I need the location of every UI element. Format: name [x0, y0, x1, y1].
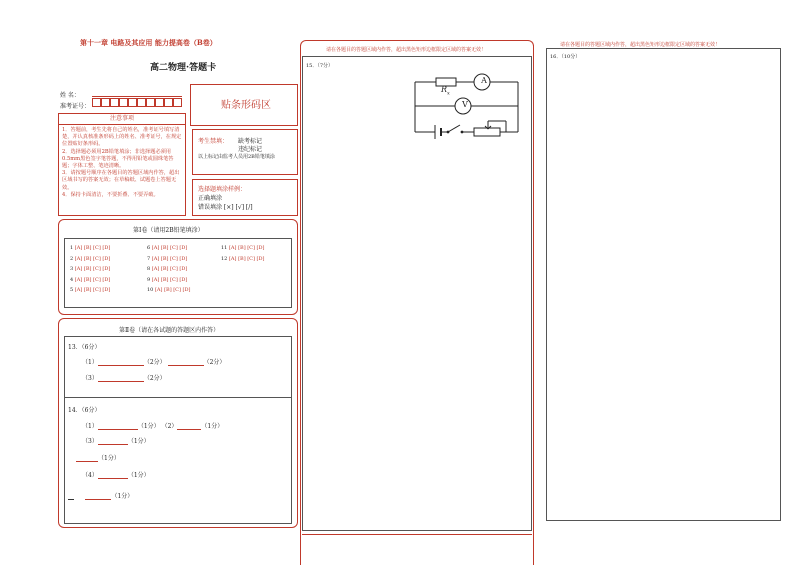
q14-sub2-label: （2）	[161, 423, 178, 430]
exam-id-cell[interactable]	[164, 98, 173, 107]
choice-row[interactable]	[147, 243, 190, 254]
notes-item: 3．请按题号顺序在各题目的答题区域内作答，超出区域书写的答案无效；在草稿纸、试题卷上答题无效。	[62, 170, 180, 191]
exam-marks-label: 考生禁填：	[198, 138, 229, 145]
notes-box	[58, 113, 186, 216]
q14-points-6: （1分）	[111, 493, 134, 500]
choice-col-2	[147, 243, 190, 296]
switch-blade	[448, 125, 460, 132]
question-number: 4	[70, 276, 74, 283]
exam-id-cell[interactable]	[119, 98, 128, 107]
question-number: 9	[147, 276, 151, 283]
choice-options[interactable]: [A] [B] [C] [D]	[151, 276, 188, 283]
q14-label: 14．（6分）	[68, 407, 101, 414]
q14-blank-4[interactable]	[76, 454, 98, 462]
resistor-rx-letter: R	[441, 85, 448, 94]
q15-bottom-rule	[302, 534, 532, 535]
choice-options[interactable]: [A] [B] [C] [D]	[74, 255, 111, 262]
q14-line5	[68, 491, 133, 500]
exam-id-cell[interactable]	[110, 98, 119, 107]
choice-row[interactable]	[147, 254, 190, 265]
choice-options[interactable]: [A] [B] [C] [D]	[228, 245, 265, 251]
exam-id-cell[interactable]	[155, 98, 164, 107]
q13-points-2: （2分）	[203, 359, 226, 366]
q14-sub4-label: （4）	[82, 472, 98, 479]
rheostat-symbol	[474, 128, 500, 136]
choice-options[interactable]: [A] [B] [C] [D]	[74, 287, 111, 293]
fill-sample-box	[192, 179, 298, 216]
q14-sub3-label: （3）	[82, 438, 98, 445]
choice-row[interactable]	[70, 254, 110, 265]
choice-options[interactable]: [A] [B] [C] [D]	[74, 266, 111, 272]
exam-marks-note: 以上标记由监考人员用2B铅笔填涂	[198, 154, 275, 160]
part1-answer-grid	[64, 238, 292, 308]
q13-label: 13．（6分）	[68, 344, 101, 351]
choice-options[interactable]: [A] [B] [C] [D]	[74, 276, 111, 283]
q14-points-4: （1分）	[98, 455, 120, 462]
choice-col-1	[70, 243, 110, 296]
exam-id-cell[interactable]	[146, 98, 155, 107]
part2-section	[58, 318, 298, 528]
question-number: 11	[221, 245, 228, 251]
question-number: 7	[147, 255, 151, 262]
q14-blank-6[interactable]	[85, 492, 111, 500]
notes-item: 1．答题前，考生先将自己的姓名，准考证号填写清楚，并认真核准条形码上的姓名、准考证号，在规定位置贴好条形码。	[62, 127, 182, 148]
q14-points-3: （1分）	[127, 438, 150, 445]
q14-blank-2[interactable]	[177, 422, 201, 430]
choice-row[interactable]	[221, 243, 264, 254]
voltmeter-label: V	[462, 100, 468, 109]
resistor-rx-label	[441, 85, 450, 97]
q14-blank-6a[interactable]	[68, 492, 74, 500]
fill-sample-title: 选择题填涂样例：	[198, 186, 247, 193]
notes-heading: 注意事项	[59, 114, 185, 125]
q15-label: 15．（7分）	[306, 63, 334, 69]
question-number: 3	[70, 266, 74, 272]
violation-mark-label: 违纪标记	[238, 146, 263, 153]
q14-points-1: （1分）	[137, 423, 160, 430]
absent-mark-label: 缺考标记	[238, 138, 263, 145]
name-field[interactable]	[92, 96, 182, 97]
exam-title: 第十一章 电路及其应用 能力提高卷（B卷）	[80, 38, 217, 47]
q13-blank-3[interactable]	[98, 374, 144, 382]
q14-line3	[76, 453, 120, 462]
q13-line2	[82, 373, 166, 382]
q16-answer-area[interactable]	[546, 48, 781, 521]
barcode-area	[190, 84, 298, 126]
choice-col-3	[221, 243, 264, 264]
choice-options[interactable]: [A] [B] [C] [D]	[151, 266, 188, 272]
q14-blank-3[interactable]	[98, 437, 128, 445]
notes-list	[62, 127, 182, 199]
exam-id-cell[interactable]	[92, 98, 101, 107]
part2-answer-area	[64, 336, 292, 524]
q13-blank-2[interactable]	[168, 358, 204, 366]
question-number: 8	[147, 266, 151, 272]
part1-title: 第Ⅰ卷（请用2B铅笔填涂）	[133, 227, 204, 234]
question-number: 1	[70, 245, 74, 251]
q14-sub1-label: （1）	[82, 423, 98, 430]
name-label: 姓 名：	[60, 92, 80, 99]
choice-row[interactable]	[147, 264, 190, 275]
exam-id-cell[interactable]	[101, 98, 110, 107]
choice-row[interactable]	[147, 275, 190, 286]
q14-line2	[82, 436, 150, 445]
question-number: 6	[147, 245, 151, 251]
exam-id-label: 准考证号：	[60, 103, 91, 110]
exam-id-cell[interactable]	[128, 98, 137, 107]
q16-warning: 请在各题目的答题区域内作答，超出黑色矩形边框限定区域的答案无效！	[560, 42, 721, 48]
part1-section	[58, 219, 298, 315]
exam-id-cell[interactable]	[173, 98, 182, 107]
q15-warning: 请在各题目的答题区域内作答，超出黑色矩形边框限定区域的答案无效！	[326, 47, 487, 53]
choice-row[interactable]	[70, 275, 110, 286]
question-number: 2	[70, 255, 74, 262]
choice-options[interactable]: [A] [B] [C] [D]	[154, 287, 191, 293]
exam-id-grid[interactable]	[92, 98, 186, 107]
resistor-rx-subscript: x	[447, 90, 450, 97]
answer-sheet-title	[150, 60, 216, 73]
q13-line1	[82, 357, 225, 366]
q14-line1	[82, 421, 223, 430]
choice-row[interactable]	[70, 264, 110, 275]
q14-blank-1[interactable]	[98, 422, 138, 430]
q13-sub3-label: （3）	[82, 375, 98, 382]
choice-options[interactable]: [A] [B] [C] [D]	[151, 245, 188, 251]
choice-row[interactable]	[70, 285, 110, 296]
q13-points-3: （2分）	[143, 375, 166, 382]
question-number: 12	[221, 255, 228, 262]
fill-wrong-label: 错误填涂 [×] [√] [/]	[198, 204, 253, 211]
q14-line4	[82, 470, 150, 479]
notes-item: 4．保持卡面清洁，不要折叠、不要弄破。	[62, 191, 159, 198]
q14-blank-5[interactable]	[98, 471, 128, 479]
exam-marks-box	[192, 129, 298, 175]
q13-points-1: （2分）	[143, 359, 166, 366]
notes-item: 2．选择题必须用2B铅笔填涂；非选择题必须用0.5mm黑色签字笔答题，不得用铅笔或圆珠笔答题；字体工整、笔迹清晰。	[62, 148, 174, 170]
q13-sub1-label: （1）	[82, 359, 98, 366]
ammeter-label: A	[481, 76, 487, 85]
part2-title: 第Ⅱ卷（请在各试题的答题区内作答）	[119, 327, 220, 334]
q16-label: 16．（10分）	[550, 54, 581, 60]
choice-row[interactable]	[147, 285, 190, 296]
choice-options[interactable]: [A] [B] [C] [D]	[151, 255, 188, 262]
barcode-label: 贴条形码区	[221, 100, 271, 111]
question-number: 10	[147, 287, 154, 293]
fill-correct-label: 正确填涂	[198, 195, 223, 202]
q13-divider	[65, 397, 291, 398]
exam-id-cell[interactable]	[137, 98, 146, 107]
choice-options[interactable]: [A] [B] [C] [D]	[74, 245, 111, 251]
question-number: 5	[70, 287, 74, 293]
q14-points-5: （1分）	[127, 472, 150, 479]
choice-row[interactable]	[221, 254, 264, 265]
switch-contact	[461, 131, 464, 134]
choice-row[interactable]	[70, 243, 110, 254]
answer-sheet-title-text: 高二物理·答题卡	[150, 63, 217, 73]
q13-blank-1[interactable]	[98, 358, 144, 366]
choice-options[interactable]: [A] [B] [C] [D]	[228, 255, 265, 262]
q14-points-2: （1分）	[201, 423, 224, 430]
